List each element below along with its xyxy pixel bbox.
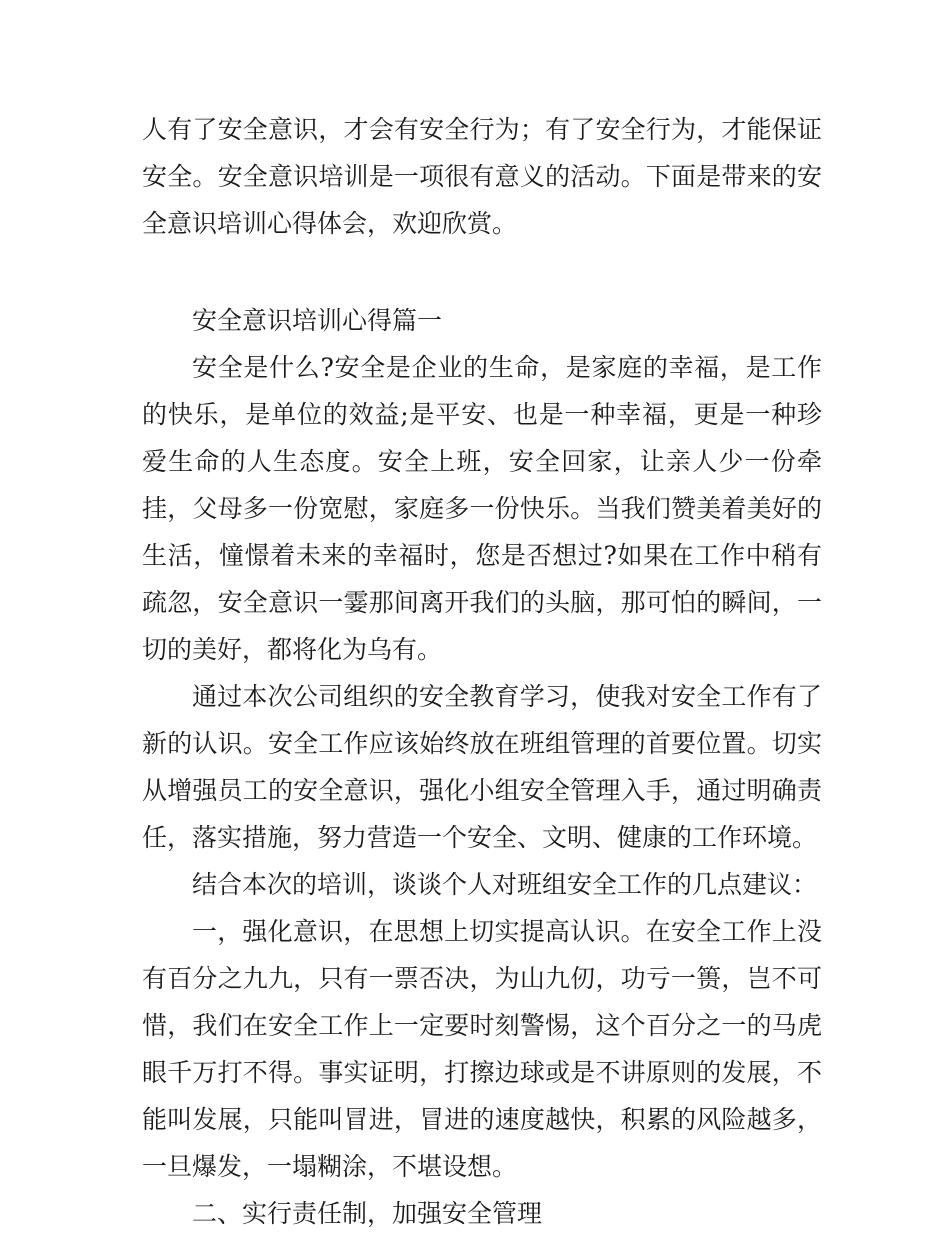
body-paragraph-1: 安全是什么?安全是企业的生命，是家庭的幸福，是工作的快乐，是单位的效益;是平安、也是一种幸福，更是一种珍爱生命的人生态度。安全上班，安全回家，让亲人少一份牵挂，父母多一份宽慰，家庭多一份快乐。当我们赞美着美好的生活，憧憬着未来的幸福时，您是否想过?如果在工作中稍有疏忽，安全意识一霎那间离开我们的头脑，那可怕的瞬间，一切的美好，都将化为乌有。 bbox=[142, 353, 822, 664]
intro-paragraph: 人有了安全意识，才会有安全行为；有了安全行为，才能保证安全。安全意识培训是一项很有意义的活动。下面是带来的安全意识培训心得体会，欢迎欣赏。 bbox=[142, 115, 822, 238]
body-paragraph-5: 二、实行责任制，加强安全管理 bbox=[192, 1199, 543, 1228]
section-title: 安全意识培训心得篇一 bbox=[192, 306, 443, 335]
document-page bbox=[142, 106, 822, 1237]
body-paragraph-4: 一，强化意识，在思想上切实提高认识。在安全工作上没有百分之九九，只有一票否决，为山九仞，功亏一篑，岂不可惜，我们在安全工作上一定要时刻警惕，这个百分之一的马虎眼千万打不得。事实证明，打擦边球或是不讲原则的发展，不能叫发展，只能叫冒进，冒进的速度越快，积累的风险越多，一旦爆发，一塌糊涂，不堪设想。 bbox=[142, 917, 822, 1181]
body-paragraph-2: 通过本次公司组织的安全教育学习，使我对安全工作有了新的认识。安全工作应该始终放在班组管理的首要位置。切实从增强员工的安全意识，强化小组安全管理入手，通过明确责任，落实措施，努力营造一个安全、文明、健康的工作环境。 bbox=[142, 682, 822, 852]
paragraph-gap bbox=[142, 247, 822, 297]
body-paragraph-3: 结合本次的培训，谈谈个人对班组安全工作的几点建议： bbox=[192, 870, 818, 899]
